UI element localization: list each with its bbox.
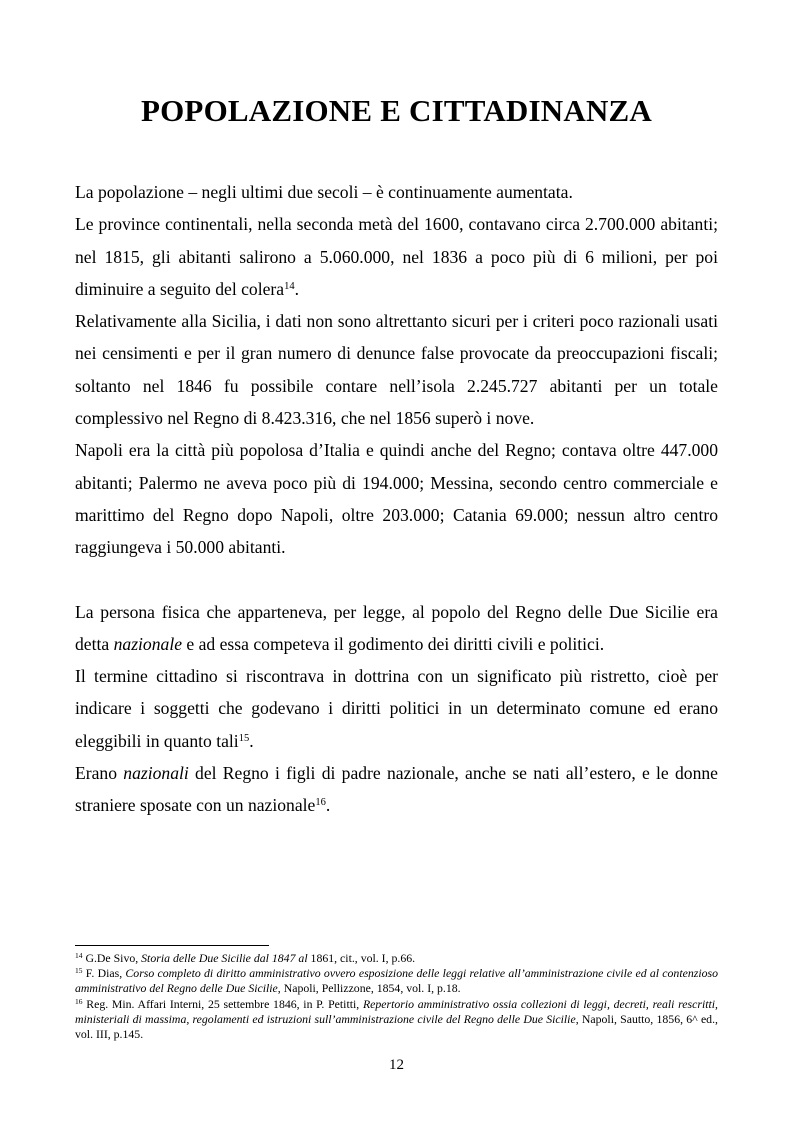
paragraph <box>75 208 718 305</box>
footnote-text: , Napoli, Sautto, 1856, 6^ ed., vol. III, p.145. <box>75 1011 718 1042</box>
paragraph-text: e ad essa competeva il godimento dei diritti civili e politici. <box>182 633 605 654</box>
footnote-ref-16[interactable]: 16 <box>315 797 326 809</box>
footnote-number: 14 <box>75 951 83 960</box>
paragraph: Relativamente alla Sicilia, i dati non sono altrettanto sicuri per i criteri poco razionali usati nei censimenti e per il gran numero di denunce false provocate da preoccupazioni fiscali; soltanto nel 1846 fu possibile contare nell’isola 2.245.727 abitanti per un totale complessivo nel Regno di 8.423.316, che nel 1856 superò i nove. <box>75 311 718 429</box>
footnote-text: Reg. Min. Affari Interni, 25 settembre 1846, in P. Petitti, <box>82 996 363 1011</box>
paragraph <box>75 757 718 822</box>
paragraph-text: . <box>249 730 254 751</box>
footnote-text: G.De Sivo, <box>82 951 142 965</box>
paragraph-text: Erano <box>75 763 124 784</box>
footnote-separator <box>75 945 269 946</box>
italic-term: nazionale <box>113 633 183 654</box>
paragraph-text: La persona fisica che apparteneva, per legge, al popolo del Regno delle Due Sicilie era detta <box>75 601 718 654</box>
paragraph: La popolazione – negli ultimi due secoli – è continuamente aumentata. <box>75 182 573 202</box>
paragraph-text: . <box>294 278 300 299</box>
footnote-number: 16 <box>75 996 83 1006</box>
paragraph <box>75 660 718 757</box>
footnote-text: , Napoli, Pellizzone, 1854, vol. I, p.18. <box>277 981 461 996</box>
paragraph-text: Le province continentali, nella seconda metà del 1600, contavano circa 2.700.000 abitanti; nel 1815, gli abitanti salirono a 5.060.000, nel 1836 a poco più di 6 milioni, per poi diminuire a seguito del colera <box>75 214 718 299</box>
footnote-ref-15[interactable]: 15 <box>238 732 250 744</box>
paragraph: Napoli era la città più popolosa d’Italia e quindi anche del Regno; contava oltre 447.000 abitanti; Palermo ne aveva poco più di 194.000; Messina, secondo centro commerciale e marittimo del Regno dopo Napoli, oltre 203.000; Catania 69.000; nessun altro centro raggiungeva i 50.000 abitanti. <box>75 440 718 558</box>
footnote-15 <box>75 966 718 996</box>
page-number: 12 <box>389 1057 404 1073</box>
footnotes <box>75 951 718 1042</box>
paragraph-text: . <box>325 795 331 816</box>
footnote-title: Repertorio amministrativo ossia collezioni di leggi, decreti, reali rescritti, ministeriali di massima, regolamenti ed istruzioni sull’amministrazione civile del Regno delle Due Sicilie <box>75 996 718 1026</box>
footnote-text: F. Dias, <box>82 966 126 981</box>
footnote-title: Corso completo di diritto amministrativo ovvero esposizione delle leggi relative all’amministrazione civile ed al contenzioso amministrativo del Regno delle Due Sicilie <box>75 966 718 996</box>
footnote-14 <box>75 951 718 966</box>
paragraph-text: Il termine cittadino si riscontrava in dottrina con un significato più ristretto, cioè per indicare i soggetti che godevano i diritti politici in un determinato comune ed erano eleggibili in quanto tali <box>75 666 718 751</box>
footnote-16 <box>75 997 718 1043</box>
footnote-title: Storia delle Due Sicilie dal 1847 al <box>141 951 308 965</box>
footnote-text: 1861, cit., vol. I, p.66. <box>307 951 416 965</box>
footnote-number: 15 <box>75 966 83 976</box>
body-text <box>75 176 718 822</box>
footnote-ref-14[interactable]: 14 <box>284 280 295 292</box>
italic-term: nazionali <box>123 763 189 784</box>
page-title: POPOLAZIONE E CITTADINANZA <box>140 93 653 128</box>
paragraph <box>75 596 718 661</box>
paragraph-text: del Regno i figli di padre nazionale, anche se nati all’estero, e le donne straniere sposate con un nazionale <box>75 763 718 816</box>
